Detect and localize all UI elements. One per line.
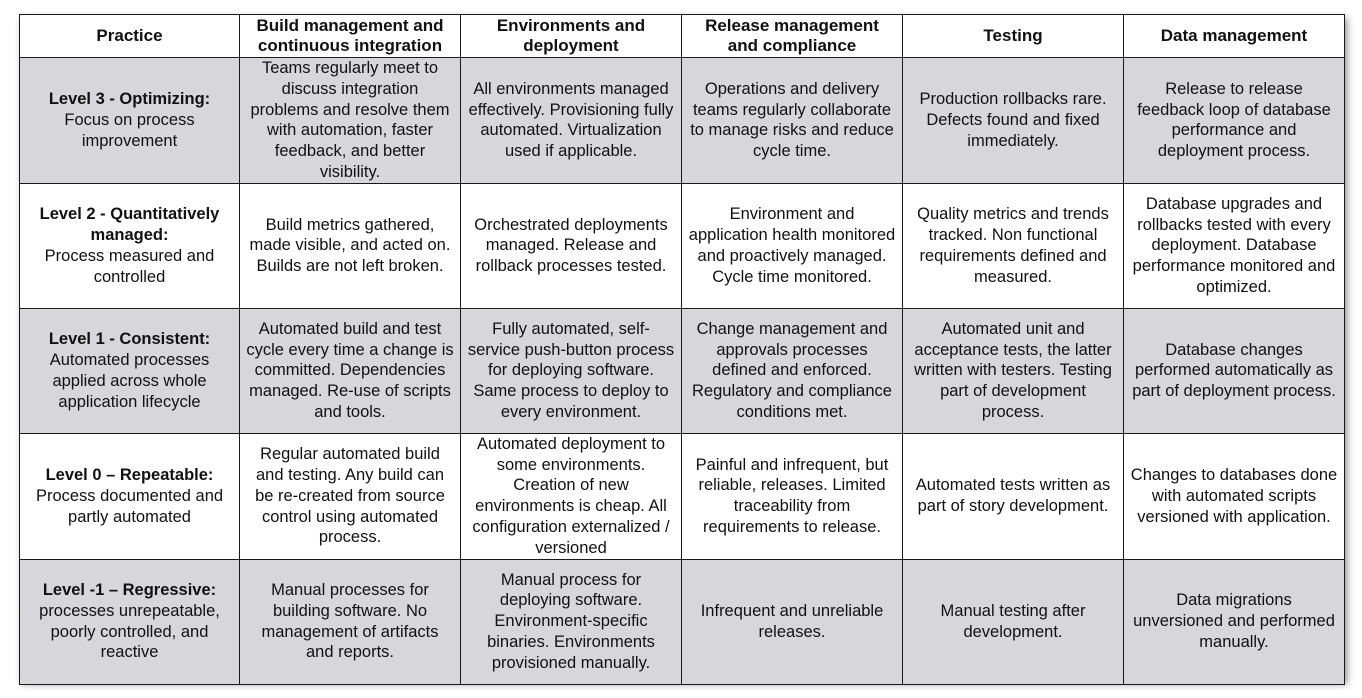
row-level-3: [20, 58, 1345, 184]
cell-build: Regular automated build and testing. Any build can be re-created from source control using automated process.: [240, 433, 461, 559]
cell-data: Data migrations unversioned and performed manually.: [1124, 559, 1345, 684]
level-cell: [20, 308, 240, 433]
cell-testing: Quality metrics and trends tracked. Non functional requirements defined and measured.: [903, 183, 1124, 308]
cell-testing: Automated unit and acceptance tests, the latter written with testers. Testing part of development process.: [903, 308, 1124, 433]
row-level-1: [20, 308, 1345, 433]
header-release-management: Release management and compliance: [682, 15, 903, 58]
maturity-table-frame: [19, 14, 1344, 680]
level-description: Process documented and partly automated: [35, 486, 224, 526]
cell-release: Painful and infrequent, but reliable, releases. Limited traceability from requirements to release.: [682, 433, 903, 559]
header-environments: Environments and deployment: [461, 15, 682, 58]
row-level-0: [20, 433, 1345, 559]
row-level-minus-1: [20, 559, 1345, 684]
cell-data: Database changes performed automatically as part of deployment process.: [1124, 308, 1345, 433]
level-cell: [20, 433, 240, 559]
header-build-management: Build management and continuous integration: [240, 15, 461, 58]
level-cell: [20, 559, 240, 684]
cell-build: Build metrics gathered, made visible, and acted on. Builds are not left broken.: [240, 183, 461, 308]
cell-environments: Automated deployment to some environments. Creation of new environments is cheap. All configuration externalized / versioned: [461, 433, 682, 559]
cell-testing: Manual testing after development.: [903, 559, 1124, 684]
cell-release: Infrequent and unreliable releases.: [682, 559, 903, 684]
cell-release: Environment and application health monitored and proactively managed. Cycle time monitored.: [682, 183, 903, 308]
level-description: Focus on process improvement: [64, 110, 195, 150]
cell-build: Automated build and test cycle every time a change is committed. Dependencies managed. Re-use of scripts and tools.: [240, 308, 461, 433]
cell-data: Database upgrades and rollbacks tested with every deployment. Database performance monitored and optimized.: [1124, 183, 1345, 308]
level-title: Level 2 - Quantitatively managed:: [39, 205, 220, 244]
header-testing: Testing: [903, 15, 1124, 58]
level-title: Level 1 - Consistent:: [48, 330, 211, 349]
level-title: Level 3 - Optimizing:: [48, 90, 211, 109]
cell-environments: All environments managed effectively. Provisioning fully automated. Virtualization used if applicable.: [461, 58, 682, 184]
cell-data: Release to release feedback loop of database performance and deployment process.: [1124, 58, 1345, 184]
cell-build: Manual processes for building software. No management of artifacts and reports.: [240, 559, 461, 684]
level-title: Level 0 – Repeatable:: [45, 465, 214, 484]
cell-release: Operations and delivery teams regularly collaborate to manage risks and reduce cycle time.: [682, 58, 903, 184]
row-level-2: [20, 183, 1345, 308]
cell-build: Teams regularly meet to discuss integration problems and resolve them with automation, faster feedback, and better visibility.: [240, 58, 461, 184]
level-description: Automated processes applied across whole application lifecycle: [49, 350, 210, 411]
cell-environments: Fully automated, self-service push-button process for deploying software. Same process to deploy to every environment.: [461, 308, 682, 433]
header-practice: Practice: [20, 15, 240, 58]
level-cell: [20, 183, 240, 308]
header-row: [20, 15, 1345, 58]
maturity-model-table: [19, 14, 1345, 685]
level-description: processes unrepeatable, poorly controlled, and reactive: [39, 601, 220, 662]
header-data-management: Data management: [1124, 15, 1345, 58]
level-description: Process measured and controlled: [44, 246, 215, 286]
cell-environments: Manual process for deploying software. Environment-specific binaries. Environments provisioned manually.: [461, 559, 682, 684]
cell-environments: Orchestrated deployments managed. Release and rollback processes tested.: [461, 183, 682, 308]
level-title: Level -1 – Regressive:: [42, 580, 217, 599]
cell-testing: Automated tests written as part of story development.: [903, 433, 1124, 559]
cell-data: Changes to databases done with automated scripts versioned with application.: [1124, 433, 1345, 559]
level-cell: [20, 58, 240, 184]
cell-testing: Production rollbacks rare. Defects found and fixed immediately.: [903, 58, 1124, 184]
cell-release: Change management and approvals processes defined and enforced. Regulatory and compliance conditions met.: [682, 308, 903, 433]
